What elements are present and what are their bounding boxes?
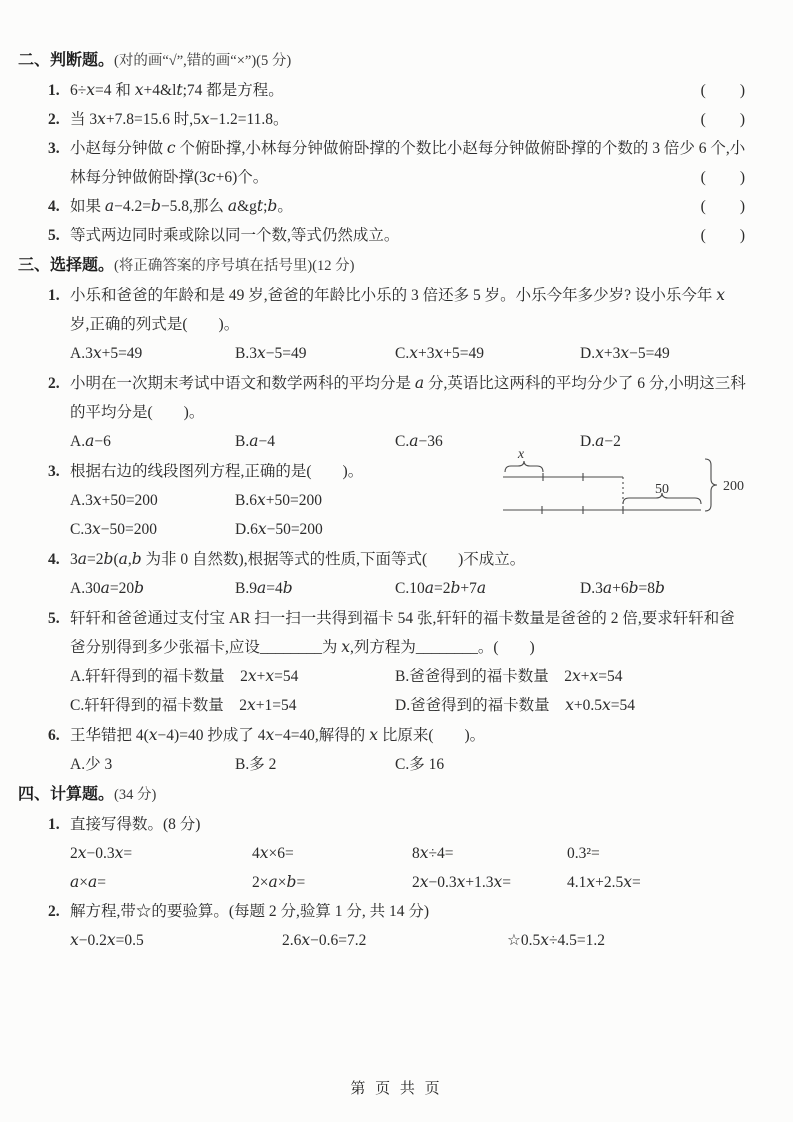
judge-item-4 (18, 192, 748, 221)
judge-item-5 (18, 221, 748, 250)
calc-cell: 0.3²= (567, 845, 600, 862)
question-text: 轩轩和爸爸通过支付宝 AR 扫一扫一共得到福卡 54 张,轩轩的福卡数量是爸爸的 2 倍,要求轩轩和爸爸分别得到多少张福卡,应设________为 x,列方程为________。( ) (70, 610, 735, 656)
equation-starred: ☆0.5x÷4.5=1.2 (507, 931, 606, 949)
answer-paren: ( ) (700, 82, 746, 99)
option-a: A.a−6 (70, 432, 111, 450)
option-c: C.a−36 (395, 432, 443, 450)
section-calc-heading: 四、计算题。 (18, 786, 115, 803)
calc-cell: 2×a×b= (252, 873, 306, 891)
item-number: 2. (48, 111, 60, 128)
option-c: C.10a=2b+7a (395, 579, 487, 597)
judge-item-1 (18, 76, 748, 105)
question-number: 6. (48, 727, 60, 744)
calc-row-1 (70, 839, 748, 868)
option-b: B.6x+50=200 (235, 491, 322, 509)
brace-50 (623, 493, 701, 504)
section-choice-hint: (将正确答案的序号填在括号里)(12 分) (114, 258, 355, 274)
judge-item-3 (18, 134, 748, 192)
section-choice-heading: 三、选择题。 (18, 257, 115, 274)
diagram-x-label: x (517, 447, 525, 462)
option-d: D.6x−50=200 (235, 520, 323, 538)
option-b: B.9a=4b (235, 579, 293, 597)
item-text: 等式两边同时乘或除以同一个数,等式仍然成立。 (70, 227, 400, 244)
item-number: 3. (48, 140, 60, 157)
brace-total (705, 459, 717, 511)
option-d: D.a−2 (580, 432, 621, 450)
sub-number: 1. (48, 816, 60, 833)
options-row (70, 574, 748, 603)
option-a: A.3x+50=200 (70, 491, 158, 509)
equation: x−0.2x=0.5 (70, 931, 144, 949)
choice-question-1 (18, 281, 748, 368)
item-text: 小赵每分钟做 c 个俯卧撑,小林每分钟做俯卧撑的个数比小赵每分钟做俯卧撑的个数的 3 倍少 6 个,小林每分钟做俯卧撑(3c+6)个。 (70, 139, 746, 186)
option-d: D.爸爸得到的福卡数量 x+0.5x=54 (395, 696, 635, 714)
question-text: 根据右边的线段图列方程,正确的是( )。 (70, 463, 364, 480)
item-number: 1. (48, 82, 60, 99)
option-c: C.多 16 (395, 756, 445, 773)
calc-cell: 4.1x+2.5x= (567, 873, 641, 891)
sub-title: 直接写得数。(8 分) (70, 816, 201, 833)
calc-cell: 2x−0.3x= (70, 844, 133, 862)
section-choice-title (18, 251, 748, 281)
question-text: 小明在一次期末考试中语文和数学两科的平均分是 a 分,英语比这两科的平均分少了 6 分,小明这三科的平均分是( )。 (70, 374, 746, 421)
option-b: B.a−4 (235, 432, 275, 450)
question-text: 小乐和爸爸的年龄和是 49 岁,爸爸的年龄比小乐的 3 倍还多 5 岁。小乐今年多少岁? 设小乐今年 x 岁,正确的列式是( )。 (70, 286, 726, 333)
answer-paren: ( ) (700, 169, 746, 186)
option-b: B.3x−5=49 (235, 344, 307, 362)
option-a: A.轩轩得到的福卡数量 2x+x=54 (70, 667, 299, 685)
option-a: A.3x+5=49 (70, 344, 143, 362)
equation-row (70, 926, 748, 955)
brace-x (505, 461, 543, 472)
options-row (70, 662, 748, 720)
question-number: 5. (48, 610, 60, 627)
diagram-200-label: 200 (723, 479, 744, 494)
section-judge-heading: 二、判断题。 (18, 52, 115, 69)
diagram-50-label: 50 (655, 482, 669, 497)
option-c: C.x+3x+5=49 (395, 344, 484, 362)
question-text: 3a=2b(a,b 为非 0 自然数),根据等式的性质,下面等式( )不成立。 (70, 550, 526, 568)
answer-paren: ( ) (700, 111, 746, 128)
item-text: 6÷x=4 和 x+4&lt;74 都是方程。 (70, 81, 284, 99)
page-footer: 第 页 共 页 (350, 1081, 443, 1097)
options-row (70, 339, 748, 368)
option-b: B.爸爸得到的福卡数量 2x+x=54 (395, 667, 623, 685)
item-text: 当 3x+7.8=15.6 时,5x−1.2=11.8。 (70, 110, 289, 128)
calc-cell: a×a= (70, 873, 106, 891)
choice-question-6 (18, 721, 748, 779)
option-d: D.3a+6b=8b (580, 579, 665, 597)
sub-title: 解方程,带☆的要验算。(每题 2 分,验算 1 分, 共 14 分) (70, 903, 430, 920)
question-number: 1. (48, 287, 60, 304)
question-text: 王华错把 4(x−4)=40 抄成了 4x−4=40,解得的 x 比原来( )。 (70, 726, 486, 744)
calc-cell: 4x×6= (252, 844, 294, 862)
sub-number: 2. (48, 903, 60, 920)
option-a: A.30a=20b (70, 579, 145, 597)
section-judge-title (18, 46, 748, 76)
choice-question-5 (18, 604, 748, 720)
question-number: 3. (48, 463, 60, 480)
calc-cell: 8x÷4= (412, 844, 454, 862)
answer-paren: ( ) (700, 198, 746, 215)
section-calc-hint: (34 分) (114, 787, 157, 803)
equation: 2.6x−0.6=7.2 (282, 931, 367, 949)
question-number: 2. (48, 375, 60, 392)
item-number: 4. (48, 198, 60, 215)
options-row (70, 750, 748, 779)
choice-question-3 (18, 447, 748, 544)
answer-paren: ( ) (700, 227, 746, 244)
section-calc-title (18, 780, 748, 810)
option-a: A.少 3 (70, 756, 113, 773)
item-number: 5. (48, 227, 60, 244)
calc-sub-2 (18, 897, 748, 955)
calc-row-2 (70, 868, 748, 897)
judge-item-2 (18, 105, 748, 134)
option-c: C.轩轩得到的福卡数量 2x+1=54 (70, 696, 297, 714)
option-d: D.x+3x−5=49 (580, 344, 670, 362)
calc-sub-1 (18, 810, 748, 897)
option-c: C.3x−50=200 (70, 520, 157, 538)
choice-question-4 (18, 545, 748, 603)
option-b: B.多 2 (235, 756, 277, 773)
linesegment-diagram (503, 443, 763, 535)
item-text: 如果 a−4.2=b−5.8,那么 a&gt;b。 (70, 197, 293, 215)
question-number: 4. (48, 551, 60, 568)
calc-cell: 2x−0.3x+1.3x= (412, 873, 511, 891)
section-judge-hint: (对的画“√”,错的画“×”)(5 分) (114, 53, 292, 69)
